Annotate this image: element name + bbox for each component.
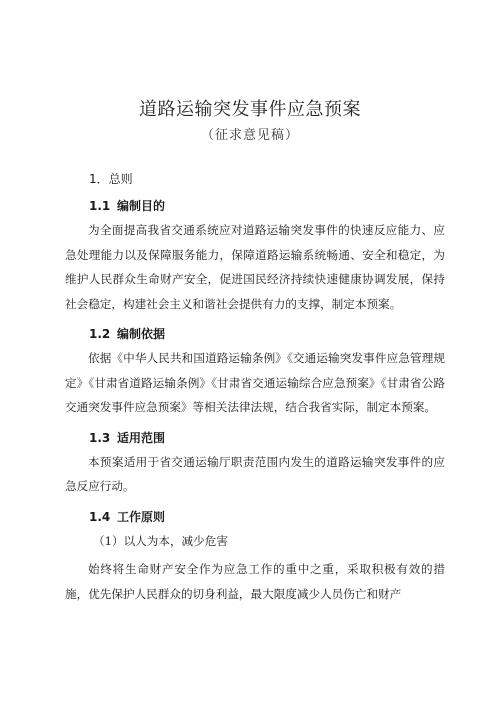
section-number: 1.4	[89, 509, 111, 524]
section-heading-1: 1．总则	[89, 172, 133, 186]
document-body	[65, 168, 445, 612]
principle-item-1: （1）以人为本，减少危害	[93, 533, 228, 548]
document-subtitle: （征求意见稿）	[200, 128, 299, 143]
document-title: 道路运输突发事件应急预案	[139, 99, 361, 120]
section-heading-1-2	[89, 322, 445, 346]
section-title: 编制依据	[117, 327, 166, 341]
section-number: 1.3	[89, 430, 111, 445]
section-heading-1-4	[89, 505, 445, 529]
section-title: 编制目的	[117, 199, 166, 213]
section-number: 1.1	[89, 199, 111, 213]
section-title: 工作原则	[117, 509, 166, 524]
paragraph-principle-1: 始终将生命财产安全作为应急工作的重中之重，采取积极有效的措施，优先保护人民群众的切身利益，最大限度减少人员伤亡和财产	[65, 562, 445, 601]
section-number: 1.2	[89, 327, 111, 341]
paragraph-purpose: 为全面提高我省交通系统应对道路运输突发事件的快速反应能力、应急处理能力以及保障服务能力，保障道路运输系统畅通、安全和稳定，为维护人民群众生命财产安全，促进国民经济持续快速健康协调发展，保持社会稳定，构建社会主义和谐社会提供有力的支撑，制定本预案。	[65, 223, 445, 311]
section-title: 适用范围	[117, 430, 166, 445]
paragraph-scope: 本预案适用于省交通运输厅职责范围内发生的道路运输突发事件的应急反应行动。	[65, 454, 445, 493]
section-heading-1-1	[89, 194, 445, 218]
paragraph-basis: 依据《中华人民共和国道路运输条例》《交通运输突发事件应急管理规定》《甘肃省道路运输条例》《甘肃省交通运输综合应急预案》《甘肃省公路交通突发事件应急预案》等相关法律法规，结合我省实际，制定本预案。	[65, 351, 445, 414]
section-heading-1-3	[89, 426, 445, 450]
